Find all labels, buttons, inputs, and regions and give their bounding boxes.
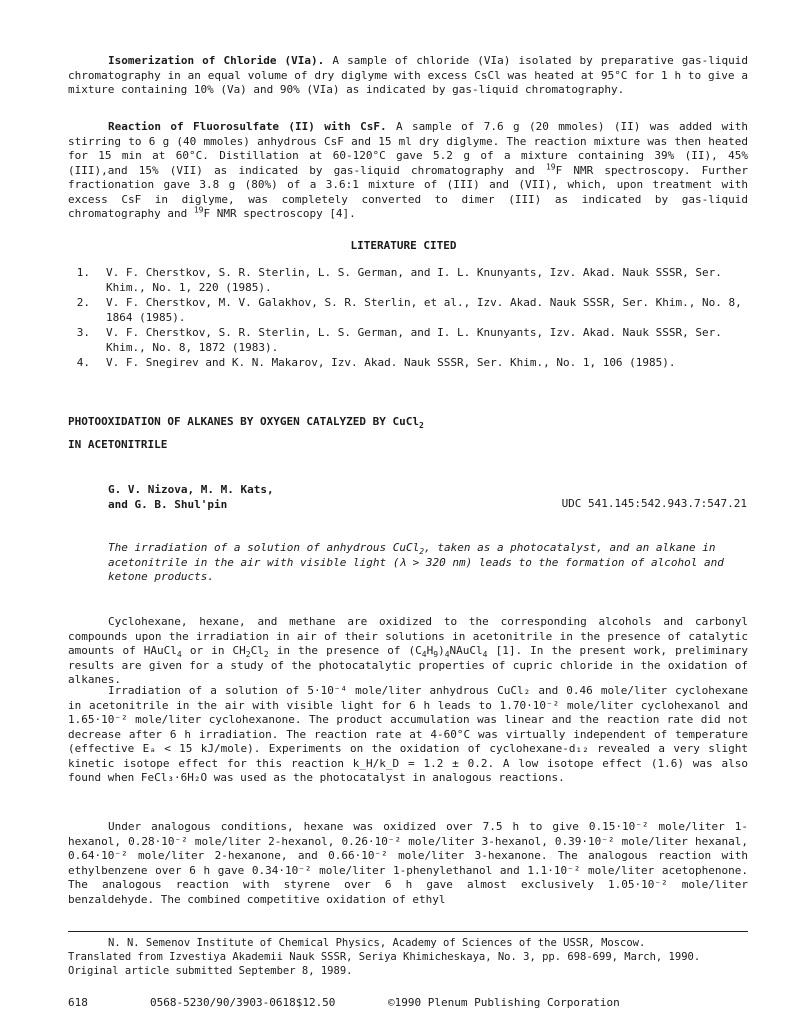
sup-19: 19 <box>545 161 556 171</box>
para1-text: ) <box>438 644 445 657</box>
fluorosulfate-body-c: F NMR spectroscopy [4]. <box>203 207 356 220</box>
page-number: 618 <box>68 996 88 1009</box>
title-subscript: 2 <box>419 421 424 431</box>
copyright: ©1990 Plenum Publishing Corporation <box>388 996 620 1009</box>
body-paragraph-2: Irradiation of a solution of 5·10⁻⁴ mole/liter anhydrous CuCl₂ and 0.46 mole/liter cyclohexane in acetonitrile in the air with visible light for 6 h leads to 1.70·10⁻² mole/liter cyclohexanol and 1.65·10⁻² mole/liter cyclohexanone. The product accumulation was linear and the reaction rate did not decrease after 6 h irradiation. The reaction rate at 4-60°C was virtually independent of temperature (effective Eₐ < 15 kJ/mole). Experiments on the oxidation of cyclohexane-d₁₂ revealed a very slight kinetic isotope effect for this reaction k_H/k_D = 1.2 ± 0.2. A low isotope effect (1.6) was also found when FeCl₃·6H₂O was used as the photocatalyst in analogous reactions. <box>68 684 748 784</box>
isomerization-body: A sample of chloride (VIa) isolated by preparative gas-liquid chromatography in an equal volume of dry diglyme with excess CsCl was heated at 95°C for 1 h to give a mixture containing 10% (Va) and 90% (VIa) as indicated by gas-liquid chromatography. <box>68 54 748 96</box>
reference-number: 3. <box>76 326 90 339</box>
fluorosulfate-paragraph <box>68 120 748 222</box>
para1-text: in the presence of (C <box>268 644 422 657</box>
reference-text: V. F. Cherstkov, S. R. Sterlin, L. S. German, and I. L. Knunyants, Izv. Akad. Nauk SSSR, Ser. Khim., No. 8, 1872 (1983). <box>106 326 722 354</box>
isomerization-heading: Isomerization of Chloride (VIa). <box>108 54 325 67</box>
para1-text: or in CH <box>181 644 246 657</box>
footnote-affiliation: N. N. Semenov Institute of Chemical Physics, Academy of Sciences of the USSR, Moscow. <box>108 937 646 949</box>
reference-number: 1. <box>76 266 90 279</box>
reference-text: V. F. Snegirev and K. N. Makarov, Izv. Akad. Nauk SSSR, Ser. Khim., No. 1, 106 (1985). <box>106 356 676 369</box>
body-paragraph-3: Under analogous conditions, hexane was oxidized over 7.5 h to give 0.15·10⁻² mole/liter 1-hexanol, 0.28·10⁻² mole/liter 2-hexanol, 0.26·10⁻² mole/liter 3-hexanol, 0.39·10⁻² mole/liter hexanal, 0.64·10⁻² mole/liter 2-hexanone, and 0.66·10⁻² mole/liter 3-hexanone. The analogous reaction with ethylbenzene over 6 h gave 0.34·10⁻² mole/liter 1-phenylethanol and 1.1·10⁻² mole/liter acetophenone. The analogous reaction with styrene over 6 h gave almost exclusively 1.05·10⁻² mole/liter benzaldehyde. The combined competitive oxidation of ethyl <box>68 820 748 906</box>
author-line: and G. B. Shul'pin <box>108 498 228 511</box>
udc-code: UDC 541.145:542.943.7:547.21 <box>561 497 747 510</box>
body-paragraph-1: Cyclohexane, hexane, and methane are oxidized to the corresponding alcohols and carbonyl compounds upon the irradiation in air of their solutions in acetonitrile in the presence of catalytic amounts of HAuCl$_4$ or in $CH_2Cl_2$ in the presence of $(C_4H_9)_4NAuCl_4$ [1]. In the present work, preliminary results are given for a study of the photocatalytic properties of cupric chloride in the oxidation of alkanes. <box>68 615 749 686</box>
reference-number: 2. <box>76 296 90 309</box>
literature-heading: LITERATURE CITED <box>350 239 457 252</box>
footnote-divider <box>68 931 748 932</box>
abstract <box>108 541 748 585</box>
authors <box>108 482 274 512</box>
fluorosulfate-heading: Reaction of Fluorosulfate (II) with CsF. <box>108 120 387 133</box>
reference-text: V. F. Cherstkov, S. R. Sterlin, L. S. German, and I. L. Knunyants, Izv. Akad. Nauk SSSR, Ser. Khim., No. 1, 220 (1985). <box>106 266 722 294</box>
para1-text: Cl <box>250 644 264 657</box>
para1-text: H <box>426 644 434 657</box>
abstract-text-a: The irradiation of a solution of anhydrous CuCl <box>108 541 420 554</box>
fluorosulfate-body-a: A sample of 7.6 g (20 mmoles) (II) was added with stirring to 6 g (40 mmoles) anhydrous CsF and 15 ml dry diglyme. The reaction mixture was then heated for 15 min at 60°C. Distillation at 60-120°C gave 5.2 g of a mixture containing 39% (II), 45% (III),and 15% (VII) as indicated by gas-liquid chromatography and <box>68 120 748 177</box>
article-title-line2: IN ACETONITRILE <box>68 438 168 451</box>
article-title-main: PHOTOOXIDATION OF ALKANES BY OXYGEN CATALYZED BY CuCl <box>68 415 419 428</box>
abstract-text-b: , taken as a photocatalyst, and an alkane in acetonitrile in the air with visible light (λ > 320 nm) leads to the formation of alcohol and ketone products. <box>108 541 724 583</box>
footnote-translation: Translated from Izvestiya Akademii Nauk SSSR, Seriya Khimicheskaya, No. 3, pp. 698-699, March, 1990. Original article submitted September 8, 1989. <box>68 951 701 977</box>
fluorosulfate-body-b: F NMR spectroscopy. Further fractionation gave 3.8 g (80%) of a 3.6:1 mixture of (III) and (VII), which, upon treatment with excess CsF in diglyme, was completely converted to dimer (III) as indicated by gas-liquid chromatography and <box>68 163 749 220</box>
author-line: G. V. Nizova, M. M. Kats, <box>108 483 274 496</box>
reference-number: 4. <box>76 356 90 369</box>
article-title <box>68 415 424 431</box>
article-code: 0568-5230/90/3903-0618$12.50 <box>150 996 336 1009</box>
para1-text: Cyclohexane, hexane, and methane are oxidized to the corresponding alcohols and carbonyl compounds upon the irradiation in air of their solutions in acetonitrile in the presence of catalytic amounts of HAuCl <box>68 615 748 657</box>
abstract-subscript: 2 <box>419 547 425 557</box>
footnote <box>68 936 748 978</box>
para1-text: [1]. In the present work, preliminary results are given for a study of the photocatalytic properties of cupric chloride in the oxidation of alkanes. <box>68 644 749 686</box>
sup-19: 19 <box>193 205 204 215</box>
isomerization-paragraph <box>68 54 748 98</box>
para1-text: NAuCl <box>449 644 483 657</box>
reference-text: V. F. Cherstkov, M. V. Galakhov, S. R. Sterlin, et al., Izv. Akad. Nauk SSSR, Ser. Khim., No. 8, 1864 (1985). <box>106 296 742 324</box>
